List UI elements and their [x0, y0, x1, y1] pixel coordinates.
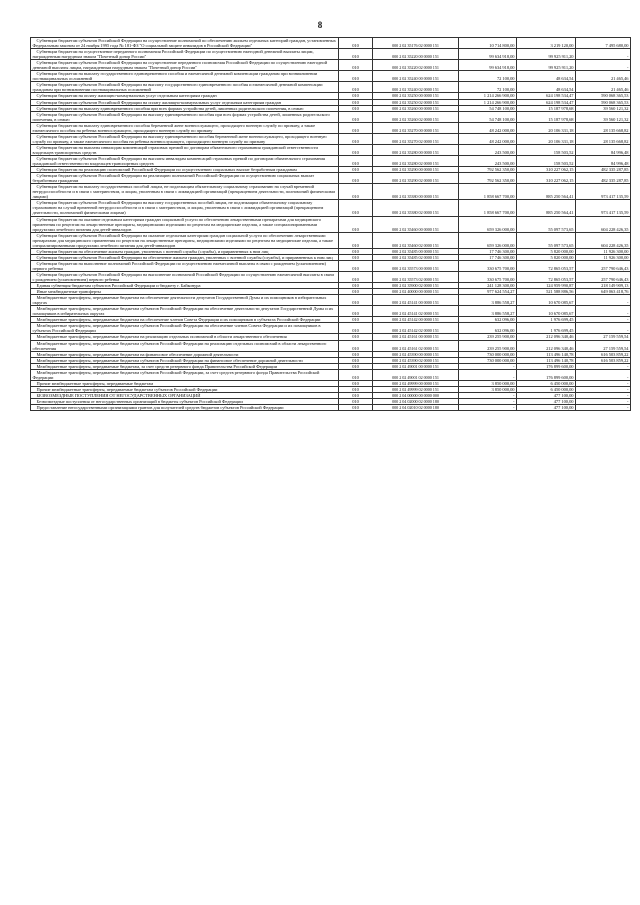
cell-approved: 659 326 000,00 [459, 232, 517, 248]
table-row [31, 260, 631, 271]
cell-unexecuted: 21 465,46 [576, 71, 631, 82]
cell-unexecuted: 39 560 121,32 [576, 105, 631, 111]
table-row [31, 323, 631, 334]
cell-name: Межбюджетные трансферты, передаваемые бюджетам, за счет средств резервного фонда Правительства Российской Федерации [31, 363, 339, 369]
cell-approved: 99 634 918,00 [459, 60, 517, 71]
cell-approved: - [459, 405, 517, 411]
cell-name: Субвенции бюджетам на реализацию полномочий Российской Федерации по осуществлению социальных выплат безработным гражданам [31, 167, 339, 173]
cell-executed: 99 925 911,20 [517, 49, 576, 60]
cell-unexecuted: - [576, 295, 631, 306]
cell-approved: 72 100,00 [459, 82, 517, 93]
cell-approved: 99 634 918,00 [459, 49, 517, 60]
cell-approved: 1 214 266 900,00 [459, 93, 517, 99]
cell-unexecuted: 84 996,48 [576, 144, 631, 155]
table-row [31, 133, 631, 144]
cell-approved: 54 748 100,00 [459, 111, 517, 122]
cell-name: Субвенции бюджетам субъектов Российской Федерации на оказание отдельным категориям граждан социальной услуги по обеспечению лекарственными препаратами для медицинского применения по рецептам на лекарственные препараты, медицинскими изделиями по рецептам на медицинские изделия, а также специализированными продуктами лечебного питания для детей-инвалидов [31, 232, 339, 248]
cell-executed: 113 496 140,78 [517, 357, 576, 363]
cell-name: Субвенции бюджетам субъектов Российской Федерации на выплату единовременного пособия беременной жене военнослужащего, проходящего военную службу по призыву, а также ежемесячного пособия на ребенка военнослужащего, проходящего военную службу по призыву [31, 133, 339, 144]
cell-approved: 792 562 350,00 [459, 167, 517, 173]
cell-name: Безвозмездные поступления от негосударственных организаций в бюджеты субъектов Российской Федерации [31, 399, 339, 405]
cell-executed: 20 106 331,18 [517, 133, 576, 144]
cell-name: Субвенции бюджетам на обеспечение жильем граждан, уволенных с военной службы (службы), и приравненных к ним лиц [31, 248, 339, 254]
cell-admin-code: 010 [339, 380, 373, 386]
cell-executed: 15 187 978,68 [517, 111, 576, 122]
cell-unexecuted: 28 135 668,82 [576, 122, 631, 133]
cell-executed: 1 976 699,45 [517, 317, 576, 323]
cell-admin-code: 010 [339, 49, 373, 60]
cell-approved: 3 886 558,27 [459, 295, 517, 306]
cell-name: Субвенции бюджетам субъектов Российской Федерации на выплату единовременного пособия при всех формах устройства детей, лишенных родительского попечения, в семью [31, 111, 339, 122]
cell-name: Субвенции бюджетам на осуществление переданного полномочия Российской Федерации по осуществлению ежегодной денежной выплаты лицам, награжденным нагрудным знаком "Почетный донор России" [31, 49, 339, 60]
table-row [31, 111, 631, 122]
table-row [31, 295, 631, 306]
cell-unexecuted: 616 503 859,22 [576, 357, 631, 363]
cell-budget-code: 000 2 02 35460 00 0000 151 [373, 216, 459, 232]
cell-unexecuted: - [576, 306, 631, 317]
cell-executed: 477 100,00 [517, 405, 576, 411]
cell-approved: 730 000 000,00 [459, 351, 517, 357]
cell-name: Межбюджетные трансферты, передаваемые бюджетам субъектов Российской Федерации на обеспечение членов Совета Федерации и их помощников в субъектах Российской Федерации [31, 323, 339, 334]
cell-admin-code: 010 [339, 392, 373, 398]
cell-unexecuted: 7 495 680,00 [576, 38, 631, 49]
cell-budget-code: 000 2 02 35240 00 0000 151 [373, 71, 459, 82]
cell-approved: 3 850 000,00 [459, 386, 517, 392]
table-body [31, 38, 631, 411]
table-row [31, 38, 631, 49]
cell-admin-code: 010 [339, 254, 373, 260]
cell-name: Субвенции бюджетам на выплату единовременного пособия беременной жене военнослужащего, проходящего военную службу по призыву, а также ежемесячного пособия на ребенка военнослужащего, проходящего военную службу по призыву [31, 122, 339, 133]
cell-admin-code: 010 [339, 82, 373, 93]
cell-approved: 659 326 000,00 [459, 216, 517, 232]
cell-unexecuted: - [576, 386, 631, 392]
cell-name: Субвенции бюджетам субъектов Российской Федерации на осуществление переданного полномочия Российской Федерации по осуществлению ежегодной денежной выплаты лицам, награжденным нагрудным знаком "Почетный донор России" [31, 60, 339, 71]
cell-admin-code: 010 [339, 289, 373, 295]
cell-budget-code: 000 2 02 35270 00 0000 151 [373, 122, 459, 133]
cell-approved: - [459, 363, 517, 369]
cell-unexecuted: 973 417 135,59 [576, 200, 631, 216]
cell-approved: 48 242 000,00 [459, 133, 517, 144]
cell-executed: 20 106 331,18 [517, 122, 576, 133]
cell-budget-code: 000 2 02 35485 00 0000 151 [373, 248, 459, 254]
cell-executed: 624 198 534,47 [517, 93, 576, 99]
cell-name: Субвенции бюджетам субъектов Российской Федерации на обеспечение жильем граждан, уволенных с военной службы (службы), и приравненных к ним лиц [31, 254, 339, 260]
cell-executed: 1 976 699,45 [517, 323, 576, 334]
cell-budget-code: 000 2 02 45390 00 0000 151 [373, 351, 459, 357]
cell-unexecuted: 604 228 426,35 [576, 232, 631, 248]
cell-admin-code: 010 [339, 369, 373, 380]
cell-unexecuted: 218 149 909,13 [576, 283, 631, 289]
cell-unexecuted: 28 135 668,82 [576, 133, 631, 144]
cell-budget-code: 000 2 02 35260 00 0000 151 [373, 105, 459, 111]
cell-executed: 10 670 085,67 [517, 295, 576, 306]
cell-name: Межбюджетные трансферты, передаваемые бюджетам субъектов Российской Федерации на финансовое обеспечение дорожной деятельности [31, 357, 339, 363]
cell-admin-code: 010 [339, 295, 373, 306]
cell-unexecuted: - [576, 323, 631, 334]
cell-budget-code: 000 2 02 45141 02 0000 151 [373, 306, 459, 317]
cell-name: Субвенции бюджетам на выплаты инвалидам компенсаций страховых премий по договорам обязательного страхования гражданской ответственности владельцев транспортных средств [31, 144, 339, 155]
cell-budget-code: 000 2 02 35280 02 0000 151 [373, 155, 459, 166]
table-row [31, 271, 631, 282]
cell-unexecuted: 482 335 287,85 [576, 173, 631, 184]
cell-name: Межбюджетные трансферты, передаваемые бюджетам субъектов Российской Федерации, за счет средств резервного фонда Правительства Российской Федерации [31, 369, 339, 380]
cell-admin-code: 010 [339, 232, 373, 248]
cell-executed: 212 096 340,46 [517, 340, 576, 351]
cell-approved: 239 255 900,00 [459, 334, 517, 340]
table-row [31, 122, 631, 133]
cell-approved: 977 624 554,27 [459, 289, 517, 295]
cell-admin-code: 010 [339, 317, 373, 323]
cell-unexecuted: - [576, 49, 631, 60]
cell-unexecuted: 84 996,48 [576, 155, 631, 166]
cell-approved: 1 214 266 900,00 [459, 99, 517, 105]
cell-approved: 10 714 800,00 [459, 38, 517, 49]
cell-budget-code: 000 2 02 35220 02 0000 151 [373, 60, 459, 71]
cell-executed: 5 820 000,00 [517, 254, 576, 260]
cell-approved: 48 242 000,00 [459, 122, 517, 133]
cell-budget-code: 000 2 02 35573 00 0000 151 [373, 260, 459, 271]
cell-unexecuted: - [576, 317, 631, 323]
cell-executed: 885 250 564,41 [517, 184, 576, 200]
cell-approved: 330 675 700,00 [459, 260, 517, 271]
cell-budget-code: 000 2 04 02000 02 0000 180 [373, 399, 459, 405]
cell-executed: 15 187 978,68 [517, 105, 576, 111]
cell-name: Межбюджетные трансферты, передаваемые бюджетам на финансовое обеспечение дорожной деятельности [31, 351, 339, 357]
cell-name: БЕЗВОЗМЕЗДНЫЕ ПОСТУПЛЕНИЯ ОТ НЕГОСУДАРСТВЕННЫХ ОРГАНИЗАЦИЙ [31, 392, 339, 398]
cell-budget-code: 000 2 02 45390 02 0000 151 [373, 357, 459, 363]
cell-admin-code: 010 [339, 363, 373, 369]
cell-unexecuted: 27 159 559,54 [576, 334, 631, 340]
cell-name: Субвенции бюджетам на оказание отдельным категориям граждан социальной услуги по обеспечению лекарственными препаратами для медицинского применения по рецептам на лекарственные препараты, медицинскими изделиями по рецептам на медицинские изделия, а также специализированными продуктами лечебного питания для детей-инвалидов [31, 216, 339, 232]
table-row [31, 155, 631, 166]
cell-unexecuted: - [576, 392, 631, 398]
cell-approved: 17 746 300,00 [459, 248, 517, 254]
table-row [31, 60, 631, 71]
cell-unexecuted: 973 417 135,59 [576, 184, 631, 200]
cell-executed: 124 959 990,87 [517, 283, 576, 289]
cell-executed: 55 097 573,65 [517, 216, 576, 232]
cell-approved: 243 500,00 [459, 155, 517, 166]
cell-unexecuted: - [576, 363, 631, 369]
cell-name: Субвенции бюджетам на выплату государственных пособий лицам, не подлежащим обязательному социальному страхованию на случай временной нетрудоспособности и в связи с материнством, и лицам, уволенным в связи с ликвидацией организаций (прекращением деятельности, полномочий физическими лицами) [31, 184, 339, 200]
cell-budget-code: 000 2 04 02010 02 0000 180 [373, 405, 459, 411]
cell-unexecuted: 649 063 418,76 [576, 289, 631, 295]
cell-approved: 72 100,00 [459, 71, 517, 82]
cell-budget-code: 000 2 02 40000 00 0000 151 [373, 289, 459, 295]
cell-approved: - [459, 399, 517, 405]
cell-name: Субвенции бюджетам субъектов Российской Федерации на оплату жилищно-коммунальных услуг отдельным категориям граждан [31, 99, 339, 105]
cell-executed: 6 450 000,00 [517, 386, 576, 392]
cell-approved: 792 562 350,00 [459, 173, 517, 184]
cell-budget-code: 000 2 02 49001 00 0000 151 [373, 363, 459, 369]
cell-approved: 330 675 700,00 [459, 271, 517, 282]
cell-unexecuted: 27 159 559,54 [576, 340, 631, 351]
cell-executed: 310 227 062,15 [517, 167, 576, 173]
cell-approved: 243 500,00 [459, 144, 517, 155]
cell-unexecuted: 482 335 287,85 [576, 167, 631, 173]
cell-executed: 113 496 140,78 [517, 351, 576, 357]
table-row [31, 369, 631, 380]
cell-admin-code: 010 [339, 111, 373, 122]
cell-executed: 176 899 600,00 [517, 363, 576, 369]
cell-name: Прочие межбюджетные трансферты, передаваемые бюджетам субъектов Российской Федерации [31, 386, 339, 392]
cell-admin-code: 010 [339, 323, 373, 334]
table-row [31, 144, 631, 155]
cell-name: Прочие межбюджетные трансферты, передаваемые бюджетам [31, 380, 339, 386]
cell-budget-code: 000 2 02 35176 02 0000 151 [373, 38, 459, 49]
cell-name: Субвенции бюджетам на оплату жилищно-коммунальных услуг отдельным категориям граждан [31, 93, 339, 99]
table-row [31, 173, 631, 184]
cell-unexecuted: 257 790 646,43 [576, 271, 631, 282]
cell-budget-code: 000 2 02 45161 02 0000 151 [373, 340, 459, 351]
cell-budget-code: 000 2 02 35485 02 0000 151 [373, 254, 459, 260]
cell-name: Межбюджетные трансферты, передаваемые бюджетам субъектов Российской Федерации на обеспечение деятельности депутатов Государственной Думы и их помощников в избирательных округах [31, 306, 339, 317]
income-table [30, 37, 631, 411]
cell-admin-code: 010 [339, 38, 373, 49]
cell-budget-code: 000 2 02 49999 00 0000 151 [373, 380, 459, 386]
cell-name: Межбюджетные трансферты, передаваемые бюджетам на реализацию отдельных полномочий в области лекарственного обеспечения [31, 334, 339, 340]
cell-budget-code: 000 2 02 35250 02 0000 151 [373, 99, 459, 105]
cell-admin-code: 010 [339, 60, 373, 71]
table-row [31, 200, 631, 216]
cell-name: Субвенции бюджетам субъектов Российской Федерации на выплату государственных пособий лицам, не подлежащим обязательному социальному страхованию на случай временной нетрудоспособности и в связи с материнством, и лицам, уволенным в связи с ликвидацией организаций (прекращением деятельности, полномочий физическими лицами) [31, 200, 339, 216]
cell-unexecuted: 11 926 300,00 [576, 254, 631, 260]
cell-budget-code: 000 2 02 35290 00 0000 151 [373, 167, 459, 173]
cell-budget-code: 000 2 04 00000 00 0000 000 [373, 392, 459, 398]
cell-admin-code: 010 [339, 248, 373, 254]
cell-approved: 632 096,00 [459, 323, 517, 334]
cell-approved: 239 255 900,00 [459, 340, 517, 351]
cell-name: Субвенции бюджетам субъектов Российской Федерации на реализацию полномочий Российской Федерации по осуществлению социальных выплат безработным гражданам [31, 173, 339, 184]
cell-budget-code: 000 2 02 35220 00 0000 151 [373, 49, 459, 60]
cell-admin-code: 010 [339, 260, 373, 271]
cell-executed: 10 670 085,67 [517, 306, 576, 317]
cell-budget-code: 000 2 02 45142 02 0000 151 [373, 323, 459, 334]
cell-executed: 55 097 573,65 [517, 232, 576, 248]
cell-approved: 1 858 667 700,00 [459, 184, 517, 200]
cell-admin-code: 010 [339, 386, 373, 392]
cell-executed: 6 450 000,00 [517, 380, 576, 386]
cell-admin-code: 010 [339, 340, 373, 351]
cell-approved: - [459, 369, 517, 380]
cell-name: Субвенции бюджетам субъектов Российской Федерации на выполнение полномочий Российской Федерации по осуществлению ежемесячной выплаты в связи с рождением (усыновлением) первого ребенка [31, 271, 339, 282]
cell-name: Субвенции бюджетам на выполнение полномочий Российской Федерации по осуществлению ежемесячной выплаты в связи с рождением (усыновлением) первого ребенка [31, 260, 339, 271]
cell-executed: 521 588 886,56 [517, 289, 576, 295]
cell-executed: 212 096 340,46 [517, 334, 576, 340]
cell-admin-code: 010 [339, 173, 373, 184]
cell-unexecuted: 11 926 300,00 [576, 248, 631, 254]
cell-executed: 158 503,52 [517, 155, 576, 166]
cell-name: Межбюджетные трансферты, передаваемые бюджетам на обеспечение членов Совета Федерации и их помощников в субъектах Российской Федерации [31, 317, 339, 323]
cell-name: Межбюджетные трансферты, передаваемые бюджетам на обеспечение деятельности депутатов Государственной Думы и их помощников в избирательных округах [31, 295, 339, 306]
cell-executed: 176 899 600,00 [517, 369, 576, 380]
cell-name: Иные межбюджетные трансферты [31, 289, 339, 295]
cell-unexecuted: 257 790 646,43 [576, 260, 631, 271]
cell-admin-code: 010 [339, 105, 373, 111]
cell-admin-code: 010 [339, 99, 373, 105]
cell-admin-code: 010 [339, 334, 373, 340]
table-row [31, 306, 631, 317]
cell-unexecuted: 21 465,46 [576, 82, 631, 93]
cell-admin-code: 010 [339, 133, 373, 144]
cell-approved: 730 000 000,00 [459, 357, 517, 363]
cell-unexecuted: - [576, 405, 631, 411]
cell-name: Субвенции бюджетам субъектов Российской Федерации на выплаты инвалидам компенсаций страховых премий по договорам обязательного страхования гражданской ответственности владельцев транспортных средств [31, 155, 339, 166]
cell-budget-code: 000 2 02 35380 00 0000 151 [373, 184, 459, 200]
cell-budget-code: 000 2 02 49001 02 0000 151 [373, 369, 459, 380]
cell-admin-code: 010 [339, 184, 373, 200]
cell-budget-code: 000 2 02 35380 02 0000 151 [373, 200, 459, 216]
cell-admin-code: 010 [339, 144, 373, 155]
cell-approved: 241 128 300,00 [459, 283, 517, 289]
cell-approved: 54 748 100,00 [459, 105, 517, 111]
table-row [31, 216, 631, 232]
cell-name: Единая субвенция бюджетам субъектов Российской Федерации и бюджету г. Байконура [31, 283, 339, 289]
cell-executed: 477 100,00 [517, 399, 576, 405]
cell-executed: 48 634,54 [517, 71, 576, 82]
cell-budget-code: 000 2 02 35900 02 0000 151 [373, 283, 459, 289]
cell-executed: 477 100,00 [517, 392, 576, 398]
cell-executed: 885 250 564,41 [517, 200, 576, 216]
cell-budget-code: 000 2 02 35250 00 0000 151 [373, 93, 459, 99]
cell-budget-code: 000 2 02 45141 00 0000 151 [373, 295, 459, 306]
cell-name: Предоставление негосударственными организациями грантов для получателей средств бюджетов субъектов Российской Федерации [31, 405, 339, 411]
cell-executed: 3 219 120,00 [517, 38, 576, 49]
cell-name: Субвенции бюджетам на выплату единовременного пособия при всех формах устройства детей, лишенных родительского попечения, в семью [31, 105, 339, 111]
cell-approved: 1 858 667 700,00 [459, 200, 517, 216]
cell-admin-code: 010 [339, 399, 373, 405]
cell-budget-code: 000 2 02 35280 00 0000 151 [373, 144, 459, 155]
cell-budget-code: 000 2 02 35240 02 0000 151 [373, 82, 459, 93]
table-row [31, 405, 631, 411]
cell-budget-code: 000 2 02 35260 02 0000 151 [373, 111, 459, 122]
cell-admin-code: 010 [339, 271, 373, 282]
cell-executed: 72 865 053,57 [517, 260, 576, 271]
table-row [31, 71, 631, 82]
cell-executed: 99 925 911,20 [517, 60, 576, 71]
cell-executed: 158 503,52 [517, 144, 576, 155]
cell-approved: - [459, 392, 517, 398]
cell-budget-code: 000 2 02 35270 02 0000 151 [373, 133, 459, 144]
cell-unexecuted: - [576, 369, 631, 380]
cell-admin-code: 010 [339, 283, 373, 289]
cell-executed: 624 198 534,47 [517, 99, 576, 105]
cell-admin-code: 010 [339, 122, 373, 133]
cell-admin-code: 010 [339, 155, 373, 166]
cell-admin-code: 010 [339, 93, 373, 99]
cell-admin-code: 010 [339, 351, 373, 357]
cell-name: Межбюджетные трансферты, передаваемые бюджетам субъектов Российской Федерации на реализацию отдельных полномочий в области лекарственного обеспечения [31, 340, 339, 351]
cell-name: Субвенции бюджетам субъектов Российской Федерации на осуществление полномочий по обеспечению жильем отдельных категорий граждан, установленных Федеральным законом от 24 ноября 1995 года № 181-ФЗ "О социальной защите инвалидов в Российской Федерации" [31, 38, 339, 49]
cell-budget-code: 000 2 02 35573 02 0000 151 [373, 271, 459, 282]
cell-admin-code: 010 [339, 216, 373, 232]
cell-budget-code: 000 2 02 35460 02 0000 151 [373, 232, 459, 248]
cell-admin-code: 010 [339, 71, 373, 82]
cell-name: Субвенции бюджетам на выплату государственного единовременного пособия и ежемесячной денежной компенсации гражданам при возникновении поствакцинальных осложнений [31, 71, 339, 82]
cell-budget-code: 000 2 02 35290 02 0000 151 [373, 173, 459, 184]
cell-admin-code: 010 [339, 306, 373, 317]
page-number: 8 [317, 20, 323, 30]
cell-admin-code: 010 [339, 405, 373, 411]
table-row [31, 184, 631, 200]
cell-unexecuted: - [576, 380, 631, 386]
cell-unexecuted: 590 068 365,53 [576, 93, 631, 99]
table-row [31, 82, 631, 93]
table-row [31, 340, 631, 351]
cell-admin-code: 010 [339, 167, 373, 173]
cell-unexecuted: 604 228 426,35 [576, 216, 631, 232]
cell-unexecuted: 616 503 859,22 [576, 351, 631, 357]
cell-admin-code: 010 [339, 200, 373, 216]
cell-budget-code: 000 2 02 45161 00 0000 151 [373, 334, 459, 340]
cell-budget-code: 000 2 02 45142 00 0000 151 [373, 317, 459, 323]
cell-unexecuted: - [576, 399, 631, 405]
cell-unexecuted: - [576, 60, 631, 71]
cell-executed: 5 820 000,00 [517, 248, 576, 254]
cell-executed: 310 227 062,15 [517, 173, 576, 184]
cell-admin-code: 010 [339, 357, 373, 363]
cell-approved: 3 850 000,00 [459, 380, 517, 386]
cell-budget-code: 000 2 02 49999 02 0000 151 [373, 386, 459, 392]
table-row [31, 49, 631, 60]
cell-approved: 17 746 300,00 [459, 254, 517, 260]
cell-unexecuted: 39 560 121,32 [576, 111, 631, 122]
cell-executed: 72 865 053,57 [517, 271, 576, 282]
cell-approved: 3 886 558,27 [459, 306, 517, 317]
table-row [31, 232, 631, 248]
cell-approved: 632 096,00 [459, 317, 517, 323]
cell-unexecuted: 590 068 365,53 [576, 99, 631, 105]
cell-name: Субвенции бюджетам субъектов Российской Федерации на выплату государственного единовременного пособия и ежемесячной денежной компенсации гражданам при возникновении поствакцинальных осложнений [31, 82, 339, 93]
cell-executed: 48 634,54 [517, 82, 576, 93]
